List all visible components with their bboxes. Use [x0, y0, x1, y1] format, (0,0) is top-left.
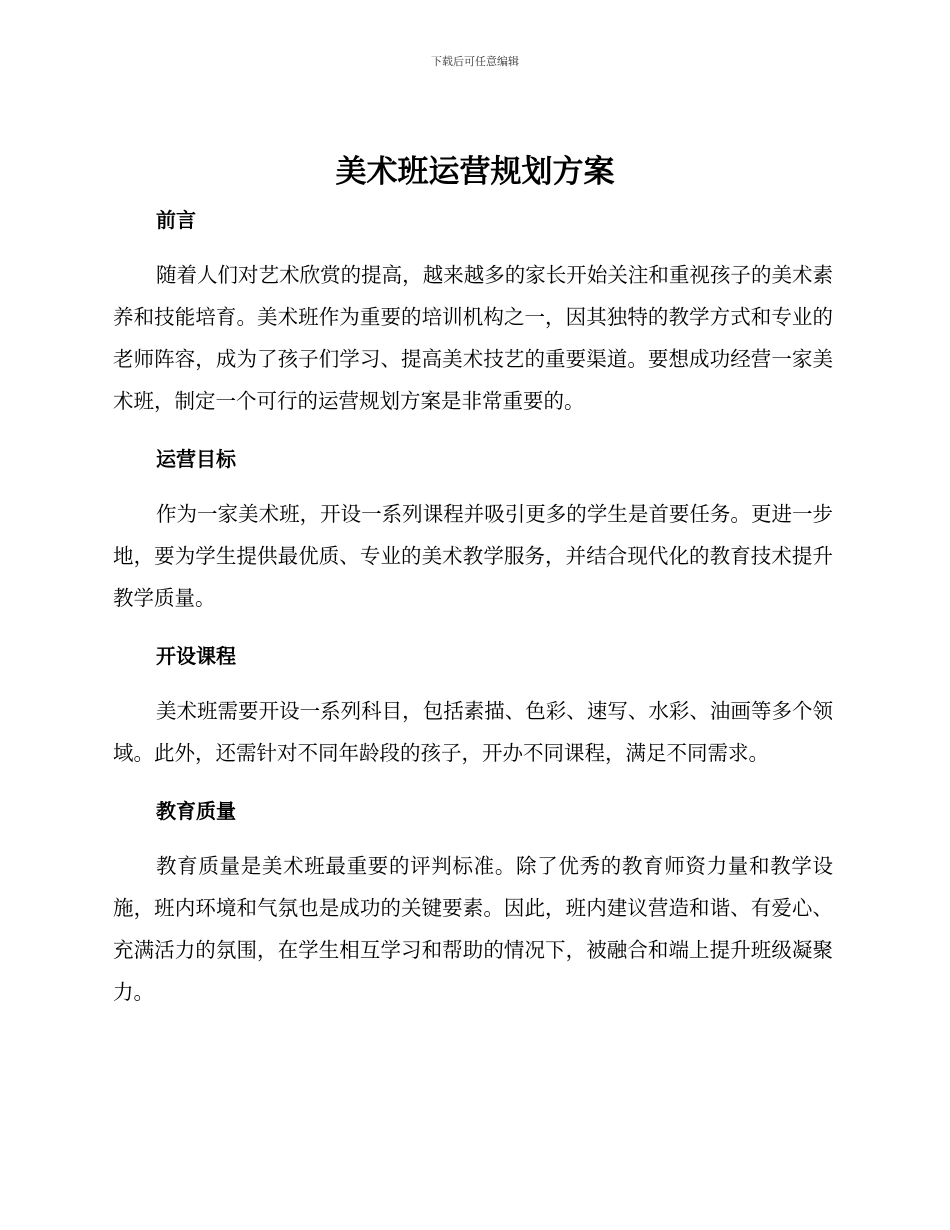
section-heading-courses: 开设课程	[156, 644, 236, 668]
section-heading-preface: 前言	[156, 208, 196, 232]
section-heading-goals: 运营目标	[156, 447, 236, 471]
section-paragraph-preface: 随着人们对艺术欣赏的提高，越来越多的家长开始关注和重视孩子的美术素养和技能培育。美术班作为重要的培训机构之一，因其独特的教学方式和专业的老师阵容，成为了孩子们学习、提高美术技艺的重要渠道。要想成功经营一家美术班，制定一个可行的运营规划方案是非常重要的。	[113, 263, 833, 413]
section-heading-quality: 教育质量	[156, 799, 236, 823]
document-body	[113, 200, 833, 1013]
section-paragraph-goals: 作为一家美术班，开设一系列课程并吸引更多的学生是首要任务。更进一步地，要为学生提供最优质、专业的美术教学服务，并结合现代化的教育技术提升教学质量。	[113, 502, 833, 610]
section-paragraph-courses: 美术班需要开设一系列科目，包括素描、色彩、速写、水彩、油画等多个领域。此外，还需针对不同年龄段的孩子，开办不同课程，满足不同需求。	[113, 699, 833, 765]
header-note: 下载后可任意编辑	[431, 55, 519, 68]
section-paragraph-quality: 教育质量是美术班最重要的评判标准。除了优秀的教育师资力量和教学设施，班内环境和气氛也是成功的关键要素。因此，班内建议营造和谐、有爱心、充满活力的氛围，在学生相互学习和帮助的情况下，被融合和端上提升班级凝聚力。	[113, 854, 833, 1004]
document-title: 美术班运营规划方案	[335, 154, 615, 190]
